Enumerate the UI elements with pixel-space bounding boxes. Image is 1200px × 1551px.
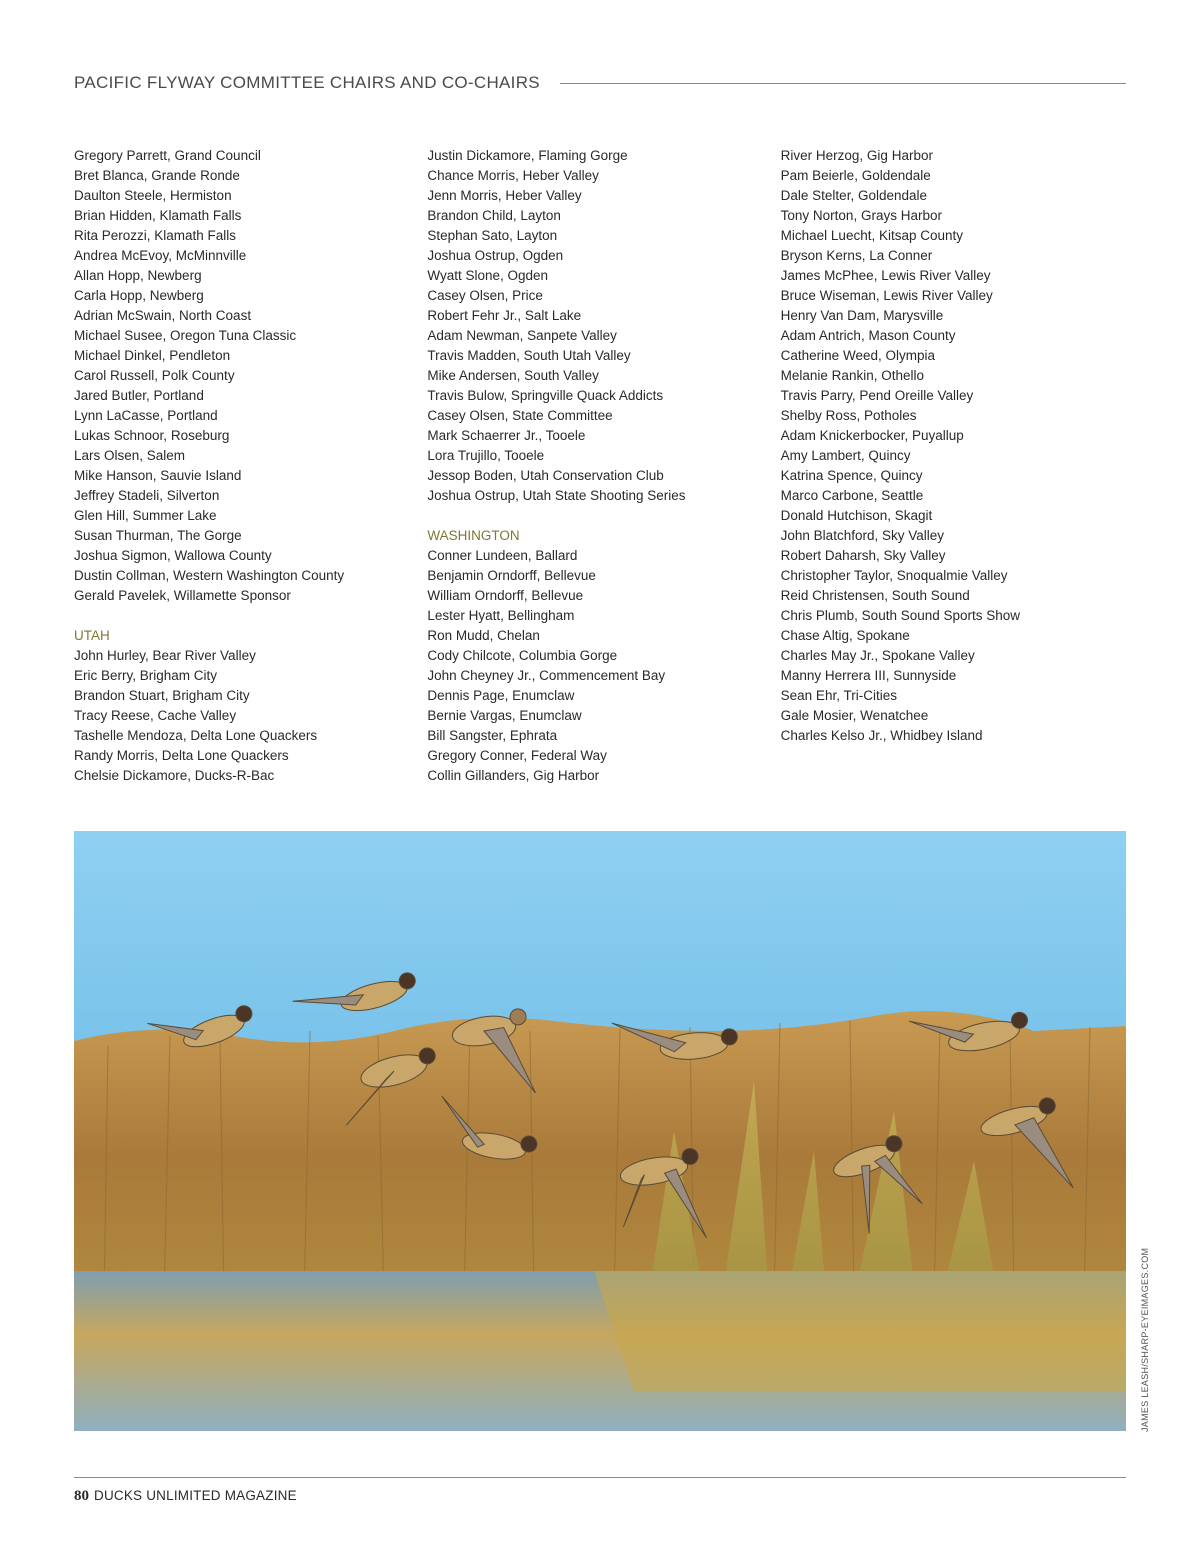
list-item: Dennis Page, Enumclaw	[427, 688, 575, 703]
list-item: Mark Schaerrer Jr., Tooele	[427, 428, 586, 443]
list-item: Stephan Sato, Layton	[427, 228, 558, 243]
list-item: Travis Bulow, Springville Quack Addicts	[427, 388, 664, 403]
list-item: Dustin Collman, Western Washington County	[74, 568, 345, 583]
list-item: Tony Norton, Grays Harbor	[780, 208, 942, 223]
page-header	[74, 70, 1126, 96]
list-item: Randy Morris, Delta Lone Quackers	[74, 748, 289, 763]
list-item: Cody Chilcote, Columbia Gorge	[427, 648, 618, 663]
list-item: Jeffrey Stadeli, Silverton	[74, 488, 220, 503]
list-item: Travis Madden, South Utah Valley	[427, 348, 631, 363]
list-item: Gerald Pavelek, Willamette Sponsor	[74, 588, 291, 603]
list-item: River Herzog, Gig Harbor	[780, 148, 933, 163]
list-item: Charles Kelso Jr., Whidbey Island	[780, 728, 983, 743]
page-footer	[74, 1488, 297, 1505]
list-item: Michael Susee, Oregon Tuna Classic	[74, 328, 297, 343]
page-number: 80	[74, 1488, 89, 1504]
list-item: Lester Hyatt, Bellingham	[427, 608, 575, 623]
list-item: Charles May Jr., Spokane Valley	[780, 648, 975, 663]
list-item: Brandon Stuart, Brigham City	[74, 688, 250, 703]
list-item: Michael Dinkel, Pendleton	[74, 348, 231, 363]
utah-list	[74, 646, 427, 786]
list-item: Gale Mosier, Wenatchee	[780, 708, 929, 723]
list-item: Lynn LaCasse, Portland	[74, 408, 218, 423]
list-item: Chance Morris, Heber Valley	[427, 168, 599, 183]
list-item: John Cheyney Jr., Commencement Bay	[427, 668, 666, 683]
list-item: John Blatchford, Sky Valley	[780, 528, 944, 543]
list-item: James McPhee, Lewis River Valley	[780, 268, 991, 283]
list-item: Rita Perozzi, Klamath Falls	[74, 228, 237, 243]
list-item: Carla Hopp, Newberg	[74, 288, 204, 303]
utah-list-continued	[427, 146, 780, 506]
list-item: Casey Olsen, Price	[427, 288, 543, 303]
list-item: Bryson Kerns, La Conner	[780, 248, 933, 263]
list-item: Mike Andersen, South Valley	[427, 368, 599, 383]
list-item: Travis Parry, Pend Oreille Valley	[780, 388, 974, 403]
list-item: Chris Plumb, South Sound Sports Show	[780, 608, 1021, 623]
pintail-photo-illustration	[74, 831, 1126, 1431]
column-2	[427, 146, 780, 786]
list-item: Robert Fehr Jr., Salt Lake	[427, 308, 582, 323]
magazine-name: DUCKS UNLIMITED MAGAZINE	[94, 1488, 297, 1503]
list-item: Lora Trujillo, Tooele	[427, 448, 545, 463]
list-item: Adam Antrich, Mason County	[780, 328, 956, 343]
list-item: Catherine Weed, Olympia	[780, 348, 935, 363]
list-item: Mike Hanson, Sauvie Island	[74, 468, 242, 483]
section-title: PACIFIC FLYWAY COMMITTEE CHAIRS AND CO-CHAIRS	[74, 73, 540, 92]
list-item: Manny Herrera III, Sunnyside	[780, 668, 957, 683]
column-1	[74, 146, 427, 786]
column-3	[781, 146, 1134, 786]
list-item: Glen Hill, Summer Lake	[74, 508, 217, 523]
list-item: Jenn Morris, Heber Valley	[427, 188, 582, 203]
list-item: Joshua Sigmon, Wallowa County	[74, 548, 272, 563]
list-item: Shelby Ross, Potholes	[780, 408, 917, 423]
list-item: Robert Daharsh, Sky Valley	[780, 548, 946, 563]
pintail-photo	[74, 831, 1126, 1431]
washington-list	[427, 546, 780, 786]
list-item: Wyatt Slone, Ogden	[427, 268, 549, 283]
photo-credit: JAMES LEASH/SHARP-EYEIMAGES.COM	[1140, 1247, 1150, 1432]
committee-columns	[74, 146, 1134, 786]
list-item: Susan Thurman, The Gorge	[74, 528, 242, 543]
list-item: Casey Olsen, State Committee	[427, 408, 613, 423]
list-item: Adrian McSwain, North Coast	[74, 308, 252, 323]
oregon-list	[74, 146, 427, 606]
list-item: Tashelle Mendoza, Delta Lone Quackers	[74, 728, 318, 743]
footer-rule	[74, 1477, 1126, 1478]
list-item: Henry Van Dam, Marysville	[780, 308, 944, 323]
list-item: Justin Dickamore, Flaming Gorge	[427, 148, 628, 163]
list-item: Katrina Spence, Quincy	[780, 468, 923, 483]
washington-list-continued	[781, 146, 1134, 746]
list-item: Marco Carbone, Seattle	[780, 488, 924, 503]
list-item: Brian Hidden, Klamath Falls	[74, 208, 242, 223]
list-item: Dale Stelter, Goldendale	[780, 188, 928, 203]
list-item: Chase Altig, Spokane	[780, 628, 910, 643]
list-item: Carol Russell, Polk County	[74, 368, 235, 383]
list-item: Gregory Conner, Federal Way	[427, 748, 607, 763]
list-item: Jared Butler, Portland	[74, 388, 204, 403]
list-item: Joshua Ostrup, Ogden	[427, 248, 564, 263]
list-item: Benjamin Orndorff, Bellevue	[427, 568, 596, 583]
list-item: Joshua Ostrup, Utah State Shooting Series	[427, 488, 686, 503]
list-item: Bill Sangster, Ephrata	[427, 728, 558, 743]
list-item: Jessop Boden, Utah Conservation Club	[427, 468, 664, 483]
washington-heading: WASHINGTON	[427, 528, 520, 543]
list-item: Christopher Taylor, Snoqualmie Valley	[780, 568, 1008, 583]
list-item: Bret Blanca, Grande Ronde	[74, 168, 240, 183]
list-item: Pam Beierle, Goldendale	[780, 168, 931, 183]
list-item: Donald Hutchison, Skagit	[780, 508, 933, 523]
list-item: Lars Olsen, Salem	[74, 448, 186, 463]
list-item: Ron Mudd, Chelan	[427, 628, 540, 643]
header-rule	[560, 83, 1126, 84]
list-item: Melanie Rankin, Othello	[780, 368, 924, 383]
list-item: Bruce Wiseman, Lewis River Valley	[780, 288, 993, 303]
list-item: Collin Gillanders, Gig Harbor	[427, 768, 600, 783]
list-item: Michael Luecht, Kitsap County	[780, 228, 964, 243]
list-item: Chelsie Dickamore, Ducks-R-Bac	[74, 768, 275, 783]
list-item: Eric Berry, Brigham City	[74, 668, 218, 683]
list-item: Bernie Vargas, Enumclaw	[427, 708, 582, 723]
list-item: Adam Knickerbocker, Puyallup	[780, 428, 964, 443]
list-item: Lukas Schnoor, Roseburg	[74, 428, 230, 443]
list-item: Reid Christensen, South Sound	[780, 588, 970, 603]
list-item: Gregory Parrett, Grand Council	[74, 148, 261, 163]
list-item: Amy Lambert, Quincy	[780, 448, 911, 463]
list-item: Brandon Child, Layton	[427, 208, 561, 223]
list-item: William Orndorff, Bellevue	[427, 588, 584, 603]
list-item: Tracy Reese, Cache Valley	[74, 708, 237, 723]
list-item: Conner Lundeen, Ballard	[427, 548, 578, 563]
list-item: Sean Ehr, Tri-Cities	[780, 688, 897, 703]
list-item: Daulton Steele, Hermiston	[74, 188, 232, 203]
list-item: Allan Hopp, Newberg	[74, 268, 202, 283]
utah-heading: UTAH	[74, 628, 110, 643]
list-item: Andrea McEvoy, McMinnville	[74, 248, 247, 263]
list-item: Adam Newman, Sanpete Valley	[427, 328, 617, 343]
list-item: John Hurley, Bear River Valley	[74, 648, 256, 663]
